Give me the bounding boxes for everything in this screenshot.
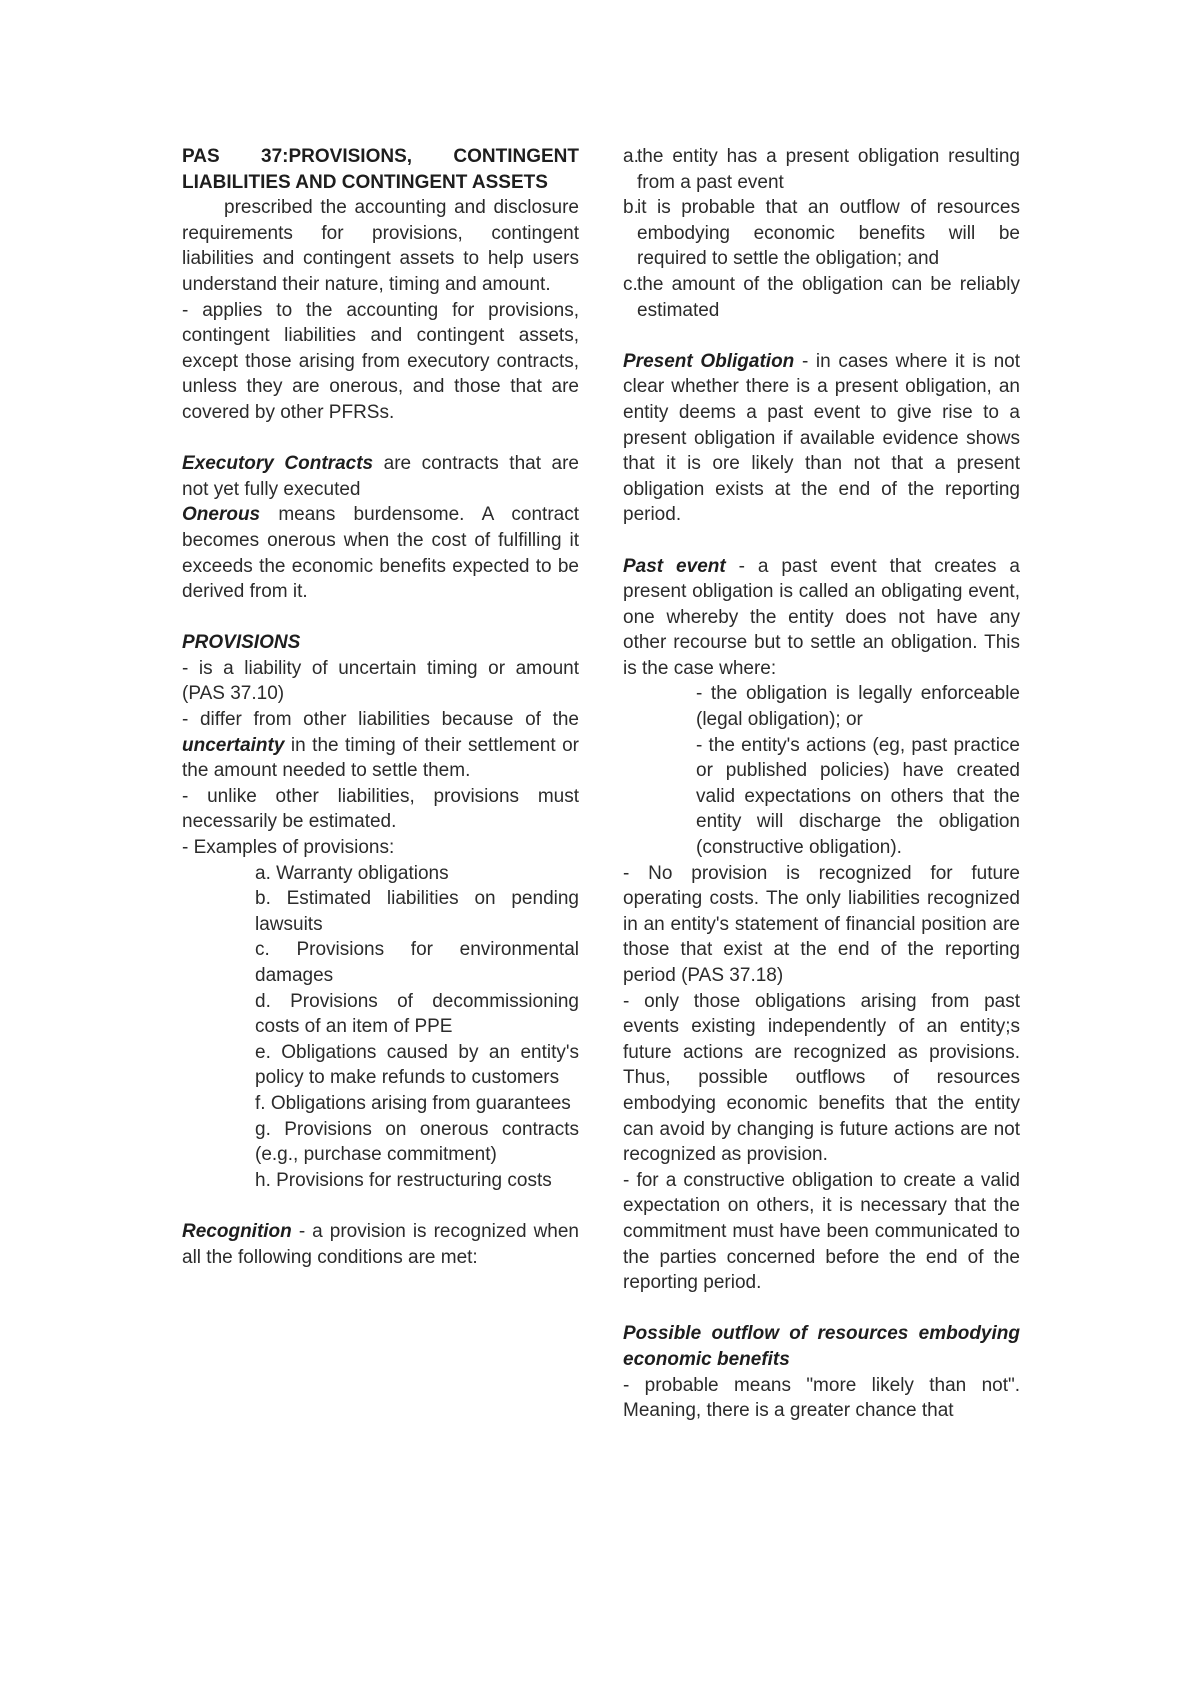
past-event-list: [696, 681, 1020, 860]
left-column: [182, 144, 579, 1270]
executory-definition: [182, 451, 579, 502]
recognition-definition: [182, 1219, 579, 1270]
past-event-paragraph: [623, 554, 1020, 682]
only-those-paragraph: - only those obligations arising from past events existing independently of an entity;s future actions are recognized as provisions. Thus, possible outflows of resources embodying economic benefits that the entity can avoid by changing is future actions are not recognized as provision.: [623, 990, 1020, 1166]
list-item: - the entity's actions (eg, past practice or published policies) have created valid expectations on others that the entity will discharge the obligation (constructive obligation).: [696, 734, 1020, 859]
executory-text: are contracts that are not yet fully executed: [182, 453, 579, 500]
condition-item: [623, 144, 1020, 195]
provisions-heading: PROVISIONS: [182, 632, 301, 654]
list-item: b. Estimated liabilities on pending lawsuits: [255, 888, 579, 935]
present-obligation-term: Present Obligation: [623, 350, 795, 372]
onerous-definition: [182, 502, 579, 604]
list-item: g. Provisions on onerous contracts (e.g., purchase commitment): [255, 1118, 579, 1166]
provisions-line-2: [182, 707, 579, 784]
examples-list: [255, 861, 579, 1194]
provisions-line-2-pre: - differ from other liabilities because of the: [182, 709, 579, 731]
possible-outflow-heading: Possible outflow of resources embodying economic benefits: [623, 1323, 1020, 1370]
uncertainty-term: uncertainty: [182, 734, 285, 756]
present-obligation-paragraph: [623, 349, 1020, 528]
provisions-line-1: - is a liability of uncertain timing or amount (PAS 37.10): [182, 657, 579, 705]
list-item: - the obligation is legally enforceable (legal obligation); or: [696, 683, 1020, 731]
probable-paragraph: - probable means "more likely than not". Meaning, there is a greater chance that: [623, 1374, 1020, 1422]
condition-text: the amount of the obligation can be reliably estimated: [637, 273, 1020, 321]
no-provision-paragraph: - No provision is recognized for future operating costs. The only liabilities recognized in an entity's statement of financial position are those that exist at the end of the reporting period (PAS 37.18): [623, 862, 1020, 986]
executory-term: Executory Contracts: [182, 453, 374, 475]
list-item: e. Obligations caused by an entity's policy to make refunds to customers: [255, 1041, 579, 1089]
condition-marker: c.: [623, 273, 638, 295]
present-obligation-text: - in cases where it is not clear whether there is a present obligation, an entity deems a past event to give rise to a present obligation if available evidence shows that it is ore likely than not that a present obligation exists at the end of the reporting period.: [623, 350, 1020, 526]
past-event-term: Past event: [623, 555, 726, 577]
recognition-text: - a provision is recognized when all the following conditions are met:: [182, 1220, 579, 1268]
examples-intro: - Examples of provisions:: [182, 837, 395, 859]
list-item: h. Provisions for restructuring costs: [255, 1169, 552, 1191]
constructive-paragraph: - for a constructive obligation to create a valid expectation on others, it is necessary that the commitment must have been communicated to the parties concerned before the end of the reporting period.: [623, 1169, 1020, 1294]
applies-paragraph: - applies to the accounting for provisions, contingent liabilities and contingent assets, except those arising from executory contracts, unless they are onerous, and those that are covered by other PFRSs.: [182, 299, 579, 423]
onerous-term: Onerous: [182, 504, 261, 526]
condition-item: [623, 195, 1020, 272]
condition-marker: b.: [623, 197, 639, 219]
recognition-term: Recognition: [182, 1220, 292, 1242]
past-event-text: - a past event that creates a present obligation is called an obligating event, one whereby the entity does not have any other recourse but to settle an obligation. This is the case where:: [623, 555, 1021, 679]
onerous-text: means burdensome. A contract becomes onerous when the cost of fulfilling it exceeds the economic benefits expected to be derived from it.: [182, 504, 579, 603]
provisions-line-2-post: in the timing of their settlement or the amount needed to settle them.: [182, 734, 579, 782]
condition-text: the entity has a present obligation resulting from a past event: [637, 146, 1020, 193]
provisions-line-3: - unlike other liabilities, provisions must necessarily be estimated.: [182, 785, 579, 833]
document-title: PAS 37:PROVISIONS, CONTINGENT LIABILITIES AND CONTINGENT ASSETS: [182, 146, 579, 193]
condition-text: it is probable that an outflow of resources embodying economic benefits will be required to settle the obligation; and: [637, 197, 1020, 270]
list-item: c. Provisions for environmental damages: [255, 939, 579, 986]
list-item: f. Obligations arising from guarantees: [255, 1092, 571, 1114]
intro-paragraph: prescribed the accounting and disclosure requirements for provisions, contingent liabilities and contingent assets to help users understand their nature, timing and amount.: [182, 197, 579, 295]
list-item: d. Provisions of decommissioning costs of an item of PPE: [255, 990, 579, 1038]
right-column: [623, 144, 1020, 1424]
condition-item: [623, 272, 1020, 323]
condition-marker: a.: [623, 146, 639, 167]
list-item: a. Warranty obligations: [255, 862, 449, 884]
